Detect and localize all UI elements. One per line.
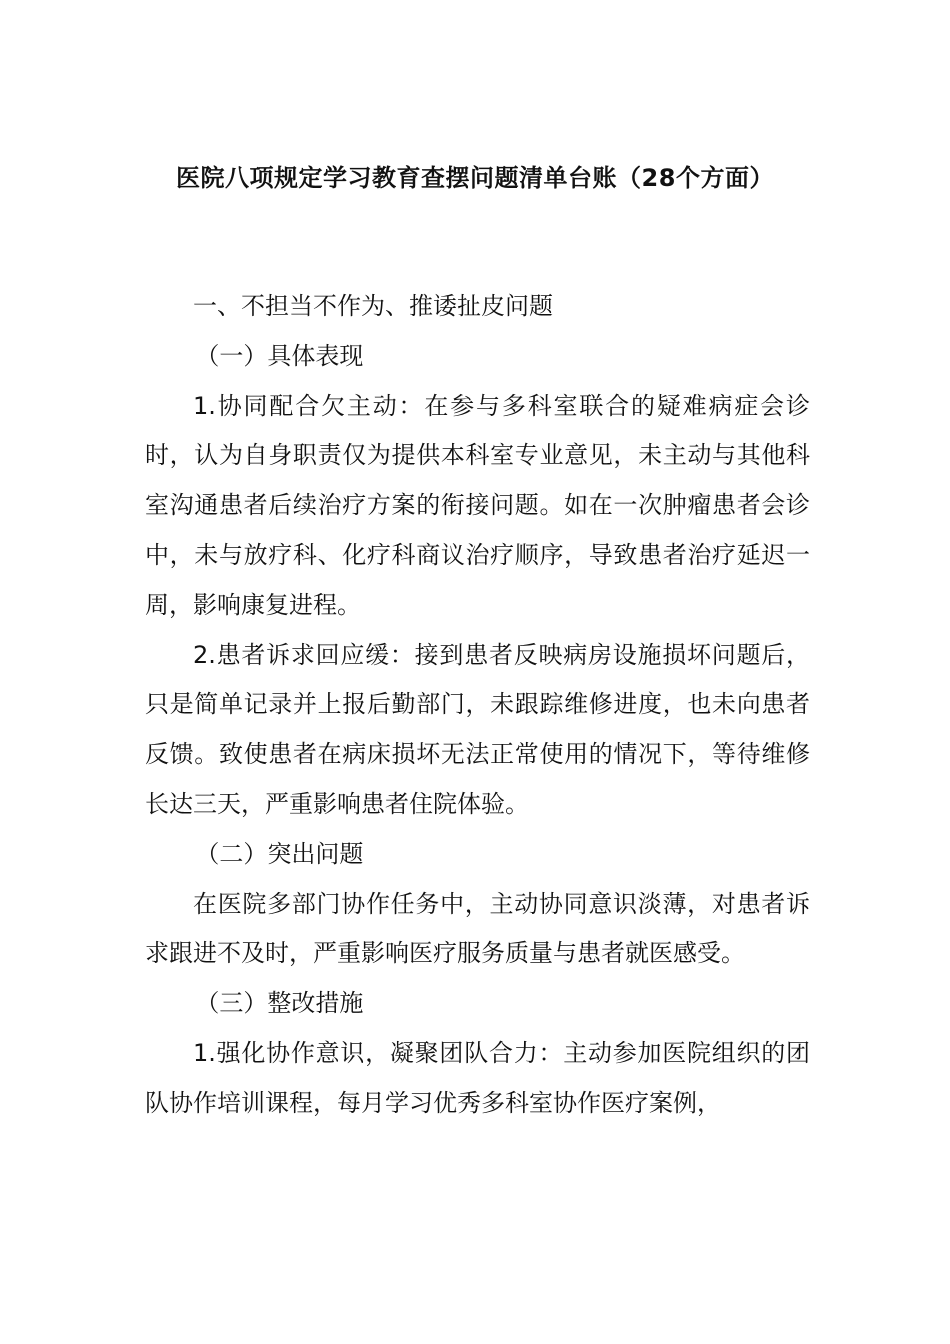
- subsection-heading-problems: （二）突出问题: [195, 839, 364, 868]
- document-title: 医院八项规定学习教育查摆问题清单台账（28个方面）: [176, 164, 774, 192]
- paragraph-measure-1: 1.强化协作意识，凝聚团队合力：主动参加医院组织的团队协作培训课程，每月学习优秀多科室协作医疗案例，: [145, 1038, 810, 1117]
- subsection-heading-performance: （一）具体表现: [195, 341, 364, 370]
- document-body: [145, 282, 810, 1129]
- paragraph-problems: 在医院多部门协作任务中，主动协同意识淡薄，对患者诉求跟进不及时，严重影响医疗服务质量与患者就医感受。: [145, 889, 810, 968]
- section-heading: 一、不担当不作为、推诿扯皮问题: [193, 292, 553, 320]
- paragraph-item-1: 1.协同配合欠主动：在参与多科室联合的疑难病症会诊时，认为自身职责仅为提供本科室专业意见，未主动与其他科室沟通患者后续治疗方案的衔接问题。如在一次肿瘤患者会诊中，未与放疗科、化疗科商议治疗顺序，导致患者治疗延迟一周，影响康复进程。: [145, 391, 810, 619]
- subsection-heading-measures: （三）整改措施: [195, 989, 364, 1018]
- paragraph-item-2: 2.患者诉求回应缓：接到患者反映病房设施损坏问题后，只是简单记录并上报后勤部门，未跟踪维修进度，也未向患者反馈。致使患者在病床损坏无法正常使用的情况下，等待维修长达三天，严重影响患者住院体验。: [145, 640, 810, 818]
